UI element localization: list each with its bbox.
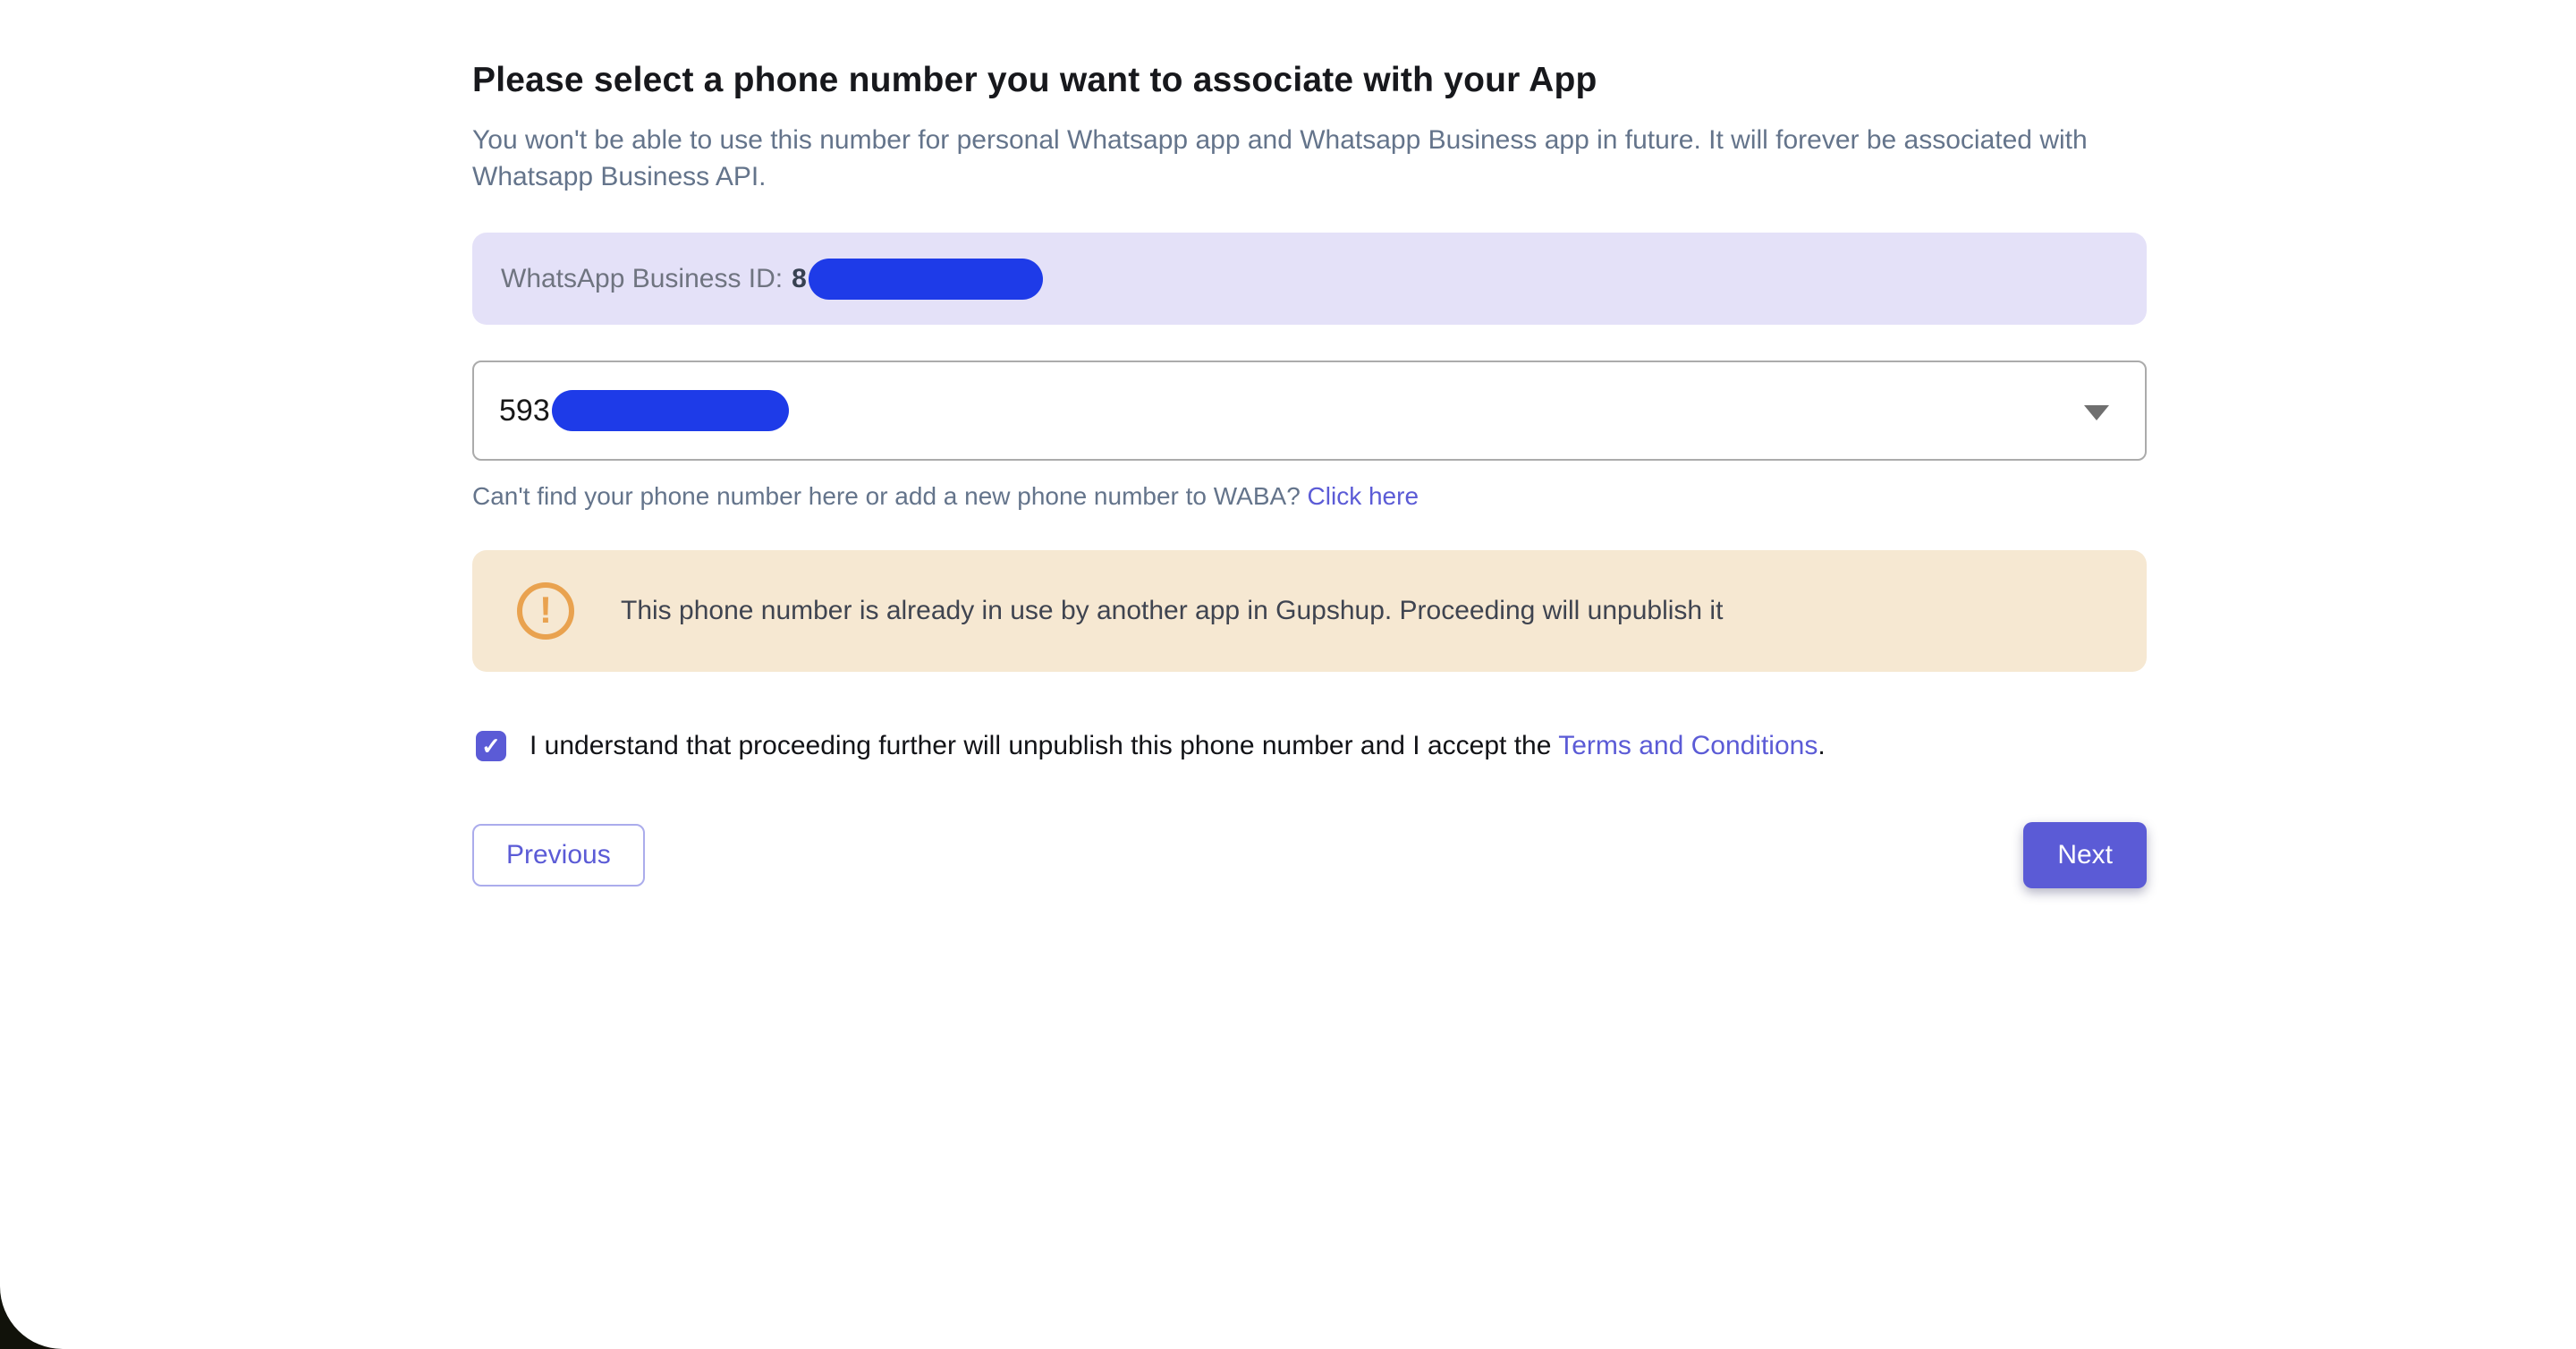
chevron-down-icon [2084,405,2109,420]
wizard-step-content [472,0,2147,888]
waba-id-value-prefix: 8 [792,263,807,293]
phone-number-select[interactable] [472,361,2147,461]
consent-checkbox[interactable] [476,731,506,761]
phone-helper-question: Can't find your phone number here or add a new phone number to WABA? [472,482,1308,510]
next-button[interactable]: Next [2023,822,2147,888]
waba-id-label: WhatsApp Business ID: [501,263,784,293]
phone-number-selected-value [499,390,789,431]
exclamation-circle-icon [517,582,574,640]
consent-text-after: . [1818,731,1826,760]
consent-row [476,731,2147,761]
terms-and-conditions-link[interactable]: Terms and Conditions [1558,731,1818,760]
phone-number-value-prefix: 593 [499,393,550,428]
previous-button[interactable]: Previous [472,824,645,887]
waba-id-redaction-blob [809,259,1043,300]
checkmark-icon: ✓ [481,733,501,759]
warning-message: This phone number is already in use by another app in Gupshup. Proceeding will unpublish it [621,596,1724,625]
consent-text-before: I understand that proceeding further will unpublish this phone number and I accept the [530,731,1559,760]
waba-id-banner [472,233,2147,325]
exclamation-glyph: ! [539,589,552,631]
wizard-actions [472,822,2147,888]
page-title: Please select a phone number you want to associate with your App [472,61,1597,99]
page-subtitle: You won't be able to use this number for personal Whatsapp app and Whatsapp Business app in future. It will forever be associated with Whatsapp Business API. [472,125,2088,191]
phone-helper-text [472,482,2147,511]
consent-label [530,731,1826,761]
add-phone-click-here-link[interactable]: Click here [1307,482,1419,510]
unpublish-warning-banner [472,550,2147,672]
phone-number-redaction-blob [552,390,789,431]
